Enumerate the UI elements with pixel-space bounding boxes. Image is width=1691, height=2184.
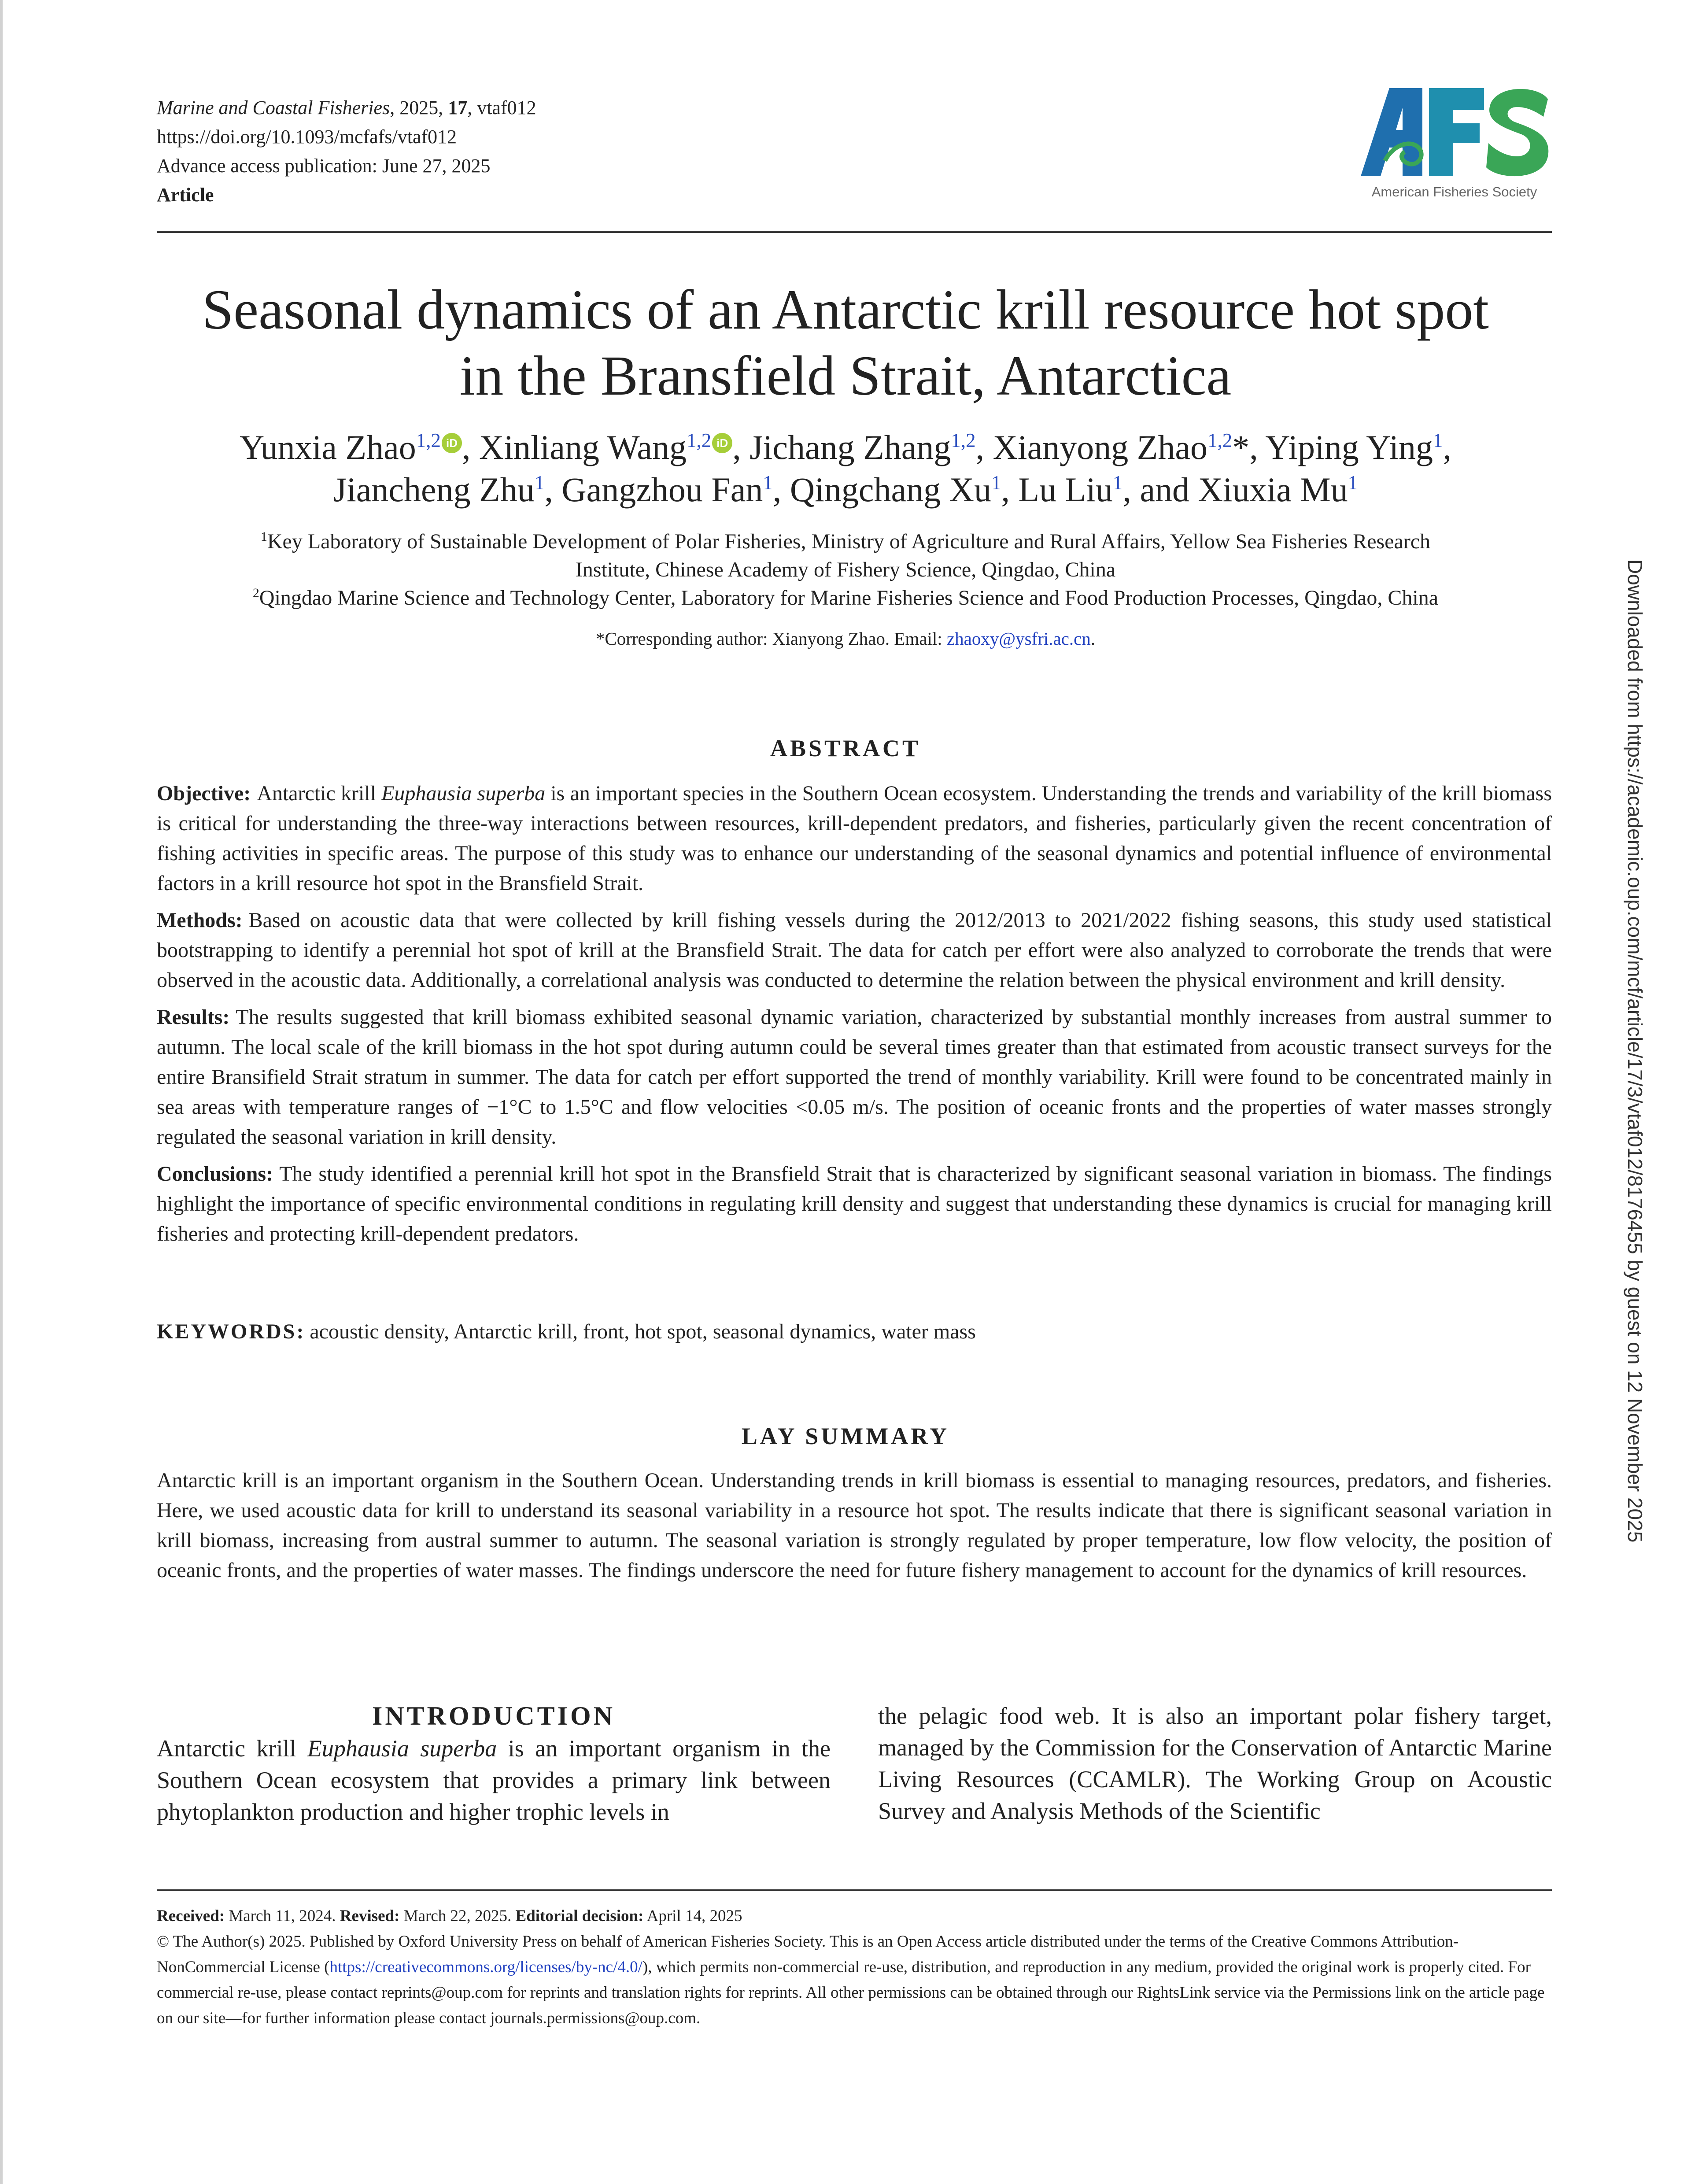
author-affiliation-sup: 1 — [1348, 472, 1358, 494]
author[interactable] — [333, 470, 562, 509]
page-edge — [0, 0, 3, 2184]
author[interactable] — [561, 470, 790, 509]
author[interactable] — [750, 428, 993, 466]
author[interactable] — [1018, 470, 1198, 509]
author-affiliation-sup: 1 — [763, 472, 773, 494]
copyright-notice: © The Author(s) 2025. Published by Oxford University Press on behalf of American Fisheries Society. This is an Open Access article distributed under the terms of the Creative Commons Attribution-NonCommercial License (https://creativecommons.org/licenses/by-nc/4.0/), which permits non-commercial re-use, distribution, and reproduction in any medium, provided the original work is properly cited. For commercial re-use, please contact reprints@oup.com for reprints and translation rights for reprints. All other permissions can be obtained through our RightsLink service via the Permissions link on the article page on our site—for further information please contact journals.permissions@oup.com. — [157, 1933, 1545, 2027]
author-affiliation-sup: 1,2 — [951, 429, 976, 451]
logo-caption: American Fisheries Society — [1371, 184, 1537, 200]
author-name: Yunxia Zhao — [240, 428, 416, 466]
article-type: Article — [157, 184, 214, 206]
affiliation-1-cont: Institute, Chinese Academy of Fishery Science, Qingdao, China — [575, 558, 1116, 581]
logo-s-shape — [1486, 89, 1548, 176]
author-separator: , — [544, 470, 562, 509]
author-affiliation-sup: 1 — [1433, 429, 1443, 451]
author-separator: *, — [1232, 428, 1266, 466]
affiliation-2: $^2$Qingdao Marine Science and Technology Center, Laboratory for Marine Fisheries Science and Food Production Processes, Qingdao, China — [252, 586, 1439, 610]
author-name: Yiping Ying — [1265, 428, 1433, 466]
access-date: Advance access publication: June 27, 2025 — [157, 155, 491, 177]
author-name: Xianyong Zhao — [993, 428, 1207, 466]
author-affiliation-sup: 1 — [1112, 472, 1123, 494]
affiliation-1: $^1$Key Laboratory of Sustainable Development of Polar Fisheries, Ministry of Agriculture and Rural Affairs, Yellow Sea Fisheries Research — [260, 529, 1431, 553]
keywords: KEYWORDS: acoustic density, Antarctic krill, front, hot spot, seasonal dynamics, water mass — [157, 1320, 976, 1343]
footer-rule — [157, 1889, 1552, 1891]
abstract-results: Results: The results suggested that krill biomass exhibited seasonal dynamic variation, characterized by substantial monthly increases from austral summer to autumn. The local scale of the krill biomass in the hot spot during autumn could be several times greater than that estimated from acoustic transect surveys for the entire Bransifield Strait stratum in summer. The data for catch per effort supported the trend of monthly variability. Krill were found to be concentrated mainly in sea areas with temperature ranges of −1°C to 1.5°C and flow velocities <0.05 m/s. The position of oceanic fronts and the properties of water masses strongly regulated the seasonal variation in krill density. — [157, 1005, 1552, 1149]
license-link[interactable]: https://creativecommons.org/licenses/by-nc/4.0/ — [329, 1958, 642, 1976]
author-affiliation-sup: 1,2 — [687, 429, 712, 451]
affiliations — [159, 528, 1532, 612]
journal-citation: Marine and Coastal Fisheries, 2025, 17, vtaf012 — [157, 97, 536, 118]
author-affiliation-sup: 1 — [991, 472, 1001, 494]
email-link[interactable]: zhaoxy@ysfri.ac.cn — [946, 628, 1091, 649]
abstract-body — [157, 779, 1552, 1256]
lay-summary-body: Antarctic krill is an important organism in the Southern Ocean. Understanding trends in krill biomass is essential to managing resources, predators, and fisheries. Here, we used acoustic data for krill to understand its seasonal variability in a resource hot spot. The results indicate that there is significant seasonal variation in krill biomass, increasing from austral summer to autumn. The seasonal variation is strongly regulated by proper temperature, low flow velocity, the position of oceanic fronts, and the properties of water masses. The findings underscore the need for future fishery management to account for the dynamics of krill resources. — [157, 1469, 1552, 1582]
author-separator: , — [462, 428, 479, 466]
author-name: Xiuxia Mu — [1198, 470, 1348, 509]
article-title — [132, 277, 1559, 409]
download-watermark: Downloaded from https://academic.oup.com/mcf/article/17/3/vtaf012/8176455 by guest on 12 November 2025 — [1624, 559, 1647, 1543]
author-list — [132, 426, 1559, 511]
abstract-heading: ABSTRACT — [770, 735, 921, 761]
author-name: Gangzhou Fan — [561, 470, 763, 509]
title-line-1: Seasonal dynamics of an Antarctic krill resource hot spot — [202, 278, 1489, 341]
corresponding-author: *Corresponding author: Xianyong Zhao. Email: zhaoxy@ysfri.ac.cn. — [595, 628, 1096, 649]
introduction-left-column: Antarctic krill Euphausia superba is an important organism in the Southern Ocean ecosystem that provides a primary link between phytoplankton production and higher trophic levels in — [157, 1735, 831, 1825]
dates-line: Received: March 11, 2024. Revised: March 22, 2025. Editorial decision: April 14, 2025 — [157, 1907, 742, 1925]
author-name: Jichang Zhang — [750, 428, 951, 466]
orcid-icon[interactable]: iD — [712, 433, 732, 453]
author-separator: , — [1001, 470, 1019, 509]
abstract-conclusions: Conclusions: The study identified a perennial krill hot spot in the Bransfield Strait that is characterized by significant seasonal variation in biomass. The findings highlight the importance of specific environmental conditions in regulating krill density and suggest that understanding these dynamics is crucial for managing krill fisheries and protecting krill-dependent predators. — [157, 1162, 1552, 1245]
author-name: Qingchang Xu — [790, 470, 991, 509]
journal-header — [157, 93, 536, 210]
author-name: Xinliang Wang — [479, 428, 687, 466]
orcid-icon[interactable]: iD — [442, 433, 462, 453]
abstract-methods: Methods: Based on acoustic data that were collected by krill fishing vessels during the 2012/2013 to 2021/2022 fishing seasons, this study used statistical bootstrapping to identify a perennial hot spot of krill at the Bransfield Strait. The data for catch per effort were also analyzed to corroborate the trends that were observed in the acoustic data. Additionally, a correlational analysis was conducted to determine the relation between the physical environment and krill density. — [157, 909, 1552, 992]
author[interactable] — [1198, 470, 1358, 509]
header-rule — [157, 231, 1552, 233]
author-affiliation-sup: 1,2 — [416, 429, 441, 451]
author[interactable] — [1265, 428, 1451, 466]
author[interactable] — [240, 428, 479, 466]
introduction-right-column: the pelagic food web. It is also an important polar fishery target, managed by the Commission for the Conservation of Antarctic Marine Living Resources (CCAMLR). The Working Group on Acoustic Survey and Analysis Methods of the Scientific — [878, 1703, 1552, 1824]
footnote-block — [157, 1903, 1552, 2031]
title-line-2: in the Bransfield Strait, Antarctica — [459, 344, 1232, 407]
author-affiliation-sup: 1,2 — [1207, 429, 1233, 451]
author-separator: , — [975, 428, 993, 466]
author-separator: , — [732, 428, 750, 466]
doi-link[interactable]: https://doi.org/10.1093/mcfafs/vtaf012 — [157, 126, 457, 148]
logo-f-shape — [1429, 88, 1484, 176]
author-name: Lu Liu — [1018, 470, 1113, 509]
introduction-heading: INTRODUCTION — [372, 1701, 616, 1730]
author-separator: , and — [1122, 470, 1198, 509]
abstract-objective: Objective: Antarctic krill Euphausia superba is an important species in the Southern Ocean ecosystem. Understanding the trends and variability of the krill biomass is critical for understanding the three-way interactions between resources, krill-dependent predators, and fisheries, particularly given the recent concentration of fishing activities in specific areas. The purpose of this study was to enhance our understanding of the seasonal dynamics and potential influence of environmental factors in a krill resource hot spot in the Bransfield Strait. — [157, 782, 1552, 895]
author-separator: , — [1443, 428, 1451, 466]
author-affiliation-sup: 1 — [534, 472, 545, 494]
author[interactable] — [790, 470, 1019, 509]
author[interactable] — [479, 428, 750, 466]
author-separator: , — [772, 470, 790, 509]
lay-summary-heading: LAY SUMMARY — [741, 1423, 950, 1449]
author[interactable] — [993, 428, 1266, 466]
author-name: Jiancheng Zhu — [333, 470, 535, 509]
